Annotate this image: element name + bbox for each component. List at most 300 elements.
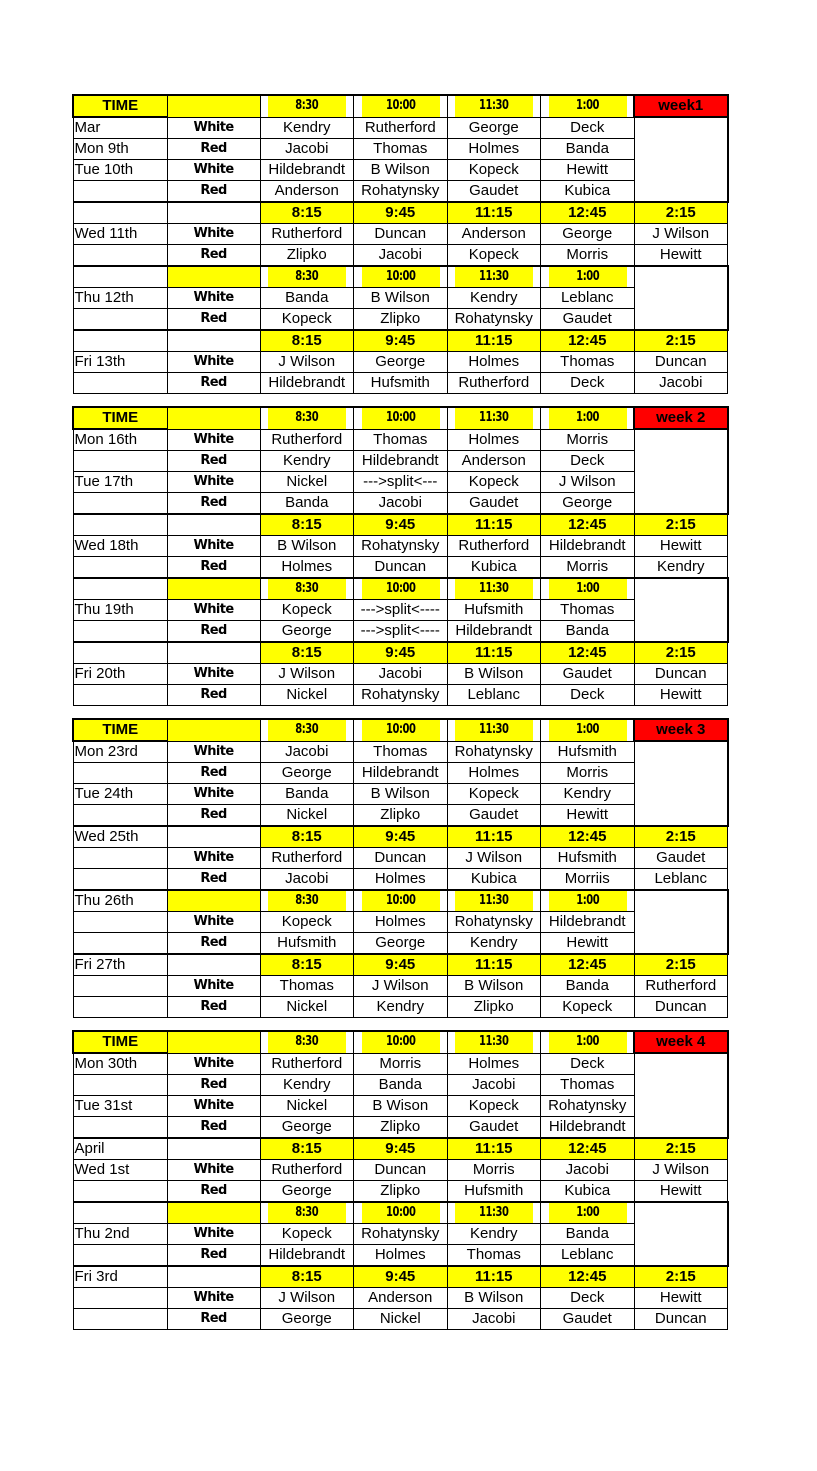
day-label	[73, 933, 167, 955]
player-name: Kendry	[260, 451, 354, 472]
player-name: Hildebrandt	[260, 160, 354, 181]
empty-cell	[634, 578, 728, 600]
time-slot: 2:15	[634, 642, 728, 664]
table-row	[73, 642, 728, 664]
team-label: Red	[167, 805, 260, 827]
player-name: Nickel	[260, 1096, 354, 1117]
table-row	[73, 472, 728, 493]
player-name: Nickel	[354, 1309, 448, 1330]
week-table	[72, 94, 729, 394]
player-name: Holmes	[354, 869, 448, 891]
player-name: Hewitt	[634, 1288, 728, 1309]
time-slot: 8:30	[267, 407, 346, 429]
empty-cell	[634, 1202, 728, 1224]
header-blank	[167, 407, 260, 429]
day-label	[73, 976, 167, 997]
time-slot: 11:30	[454, 1202, 533, 1224]
player-name: Jacobi	[541, 1160, 635, 1181]
time-slot: 12:45	[541, 954, 635, 976]
player-name: Kendry	[447, 933, 541, 955]
player-name: J Wilson	[634, 1160, 728, 1181]
table-row	[73, 160, 728, 181]
time-slot: 12:45	[541, 642, 635, 664]
week-label: week 4	[634, 1031, 728, 1053]
player-name: Banda	[541, 976, 635, 997]
day-label	[73, 493, 167, 515]
time-slot: 1:00	[548, 1202, 627, 1224]
player-name: B Wilson	[260, 536, 354, 557]
table-row	[73, 912, 728, 933]
day-label	[73, 578, 167, 600]
player-name: Nickel	[260, 472, 354, 493]
player-name: Hewitt	[634, 1181, 728, 1203]
player-name: George	[260, 1181, 354, 1203]
time-slot: 11:30	[454, 1031, 533, 1053]
player-name: Kendry	[354, 997, 448, 1018]
player-name: Rohatynsky	[354, 685, 448, 706]
day-label	[73, 997, 167, 1018]
table-row	[73, 245, 728, 267]
player-name: Kendry	[634, 557, 728, 579]
day-label: Fri 27th	[73, 954, 167, 976]
time-header: TIME	[73, 95, 167, 117]
player-name: Duncan	[634, 352, 728, 373]
table-row	[73, 95, 728, 117]
header-blank	[167, 890, 260, 912]
player-name: Gaudet	[447, 493, 541, 515]
player-name: Kendry	[541, 784, 635, 805]
team-label: Red	[167, 557, 260, 579]
day-label: Thu 26th	[73, 890, 167, 912]
player-name: George	[260, 1309, 354, 1330]
player-name: J Wilson	[260, 352, 354, 373]
empty-cell	[634, 890, 728, 912]
player-name: Banda	[541, 139, 635, 160]
day-label	[73, 266, 167, 288]
player-name: Hufsmith	[447, 600, 541, 621]
table-row	[73, 202, 728, 224]
day-label	[73, 514, 167, 536]
player-name: Hewitt	[634, 536, 728, 557]
team-label: White	[167, 472, 260, 493]
day-label: Thu 19th	[73, 600, 167, 621]
time-slot: 2:15	[634, 330, 728, 352]
day-label: Thu 12th	[73, 288, 167, 309]
day-label	[73, 373, 167, 394]
player-name: Thomas	[447, 1245, 541, 1267]
player-name: Holmes	[447, 1053, 541, 1075]
table-row	[73, 1031, 728, 1053]
player-name: Morris	[541, 763, 635, 784]
day-label: Tue 24th	[73, 784, 167, 805]
team-label: White	[167, 429, 260, 451]
time-slot: 10:00	[361, 407, 440, 429]
time-slot: 9:45	[354, 954, 448, 976]
time-slot: 11:15	[447, 1266, 541, 1288]
player-name: Zlipko	[354, 1181, 448, 1203]
player-name: Kopeck	[541, 997, 635, 1018]
day-label: Fri 13th	[73, 352, 167, 373]
player-name: Nickel	[260, 685, 354, 706]
day-label	[73, 557, 167, 579]
player-name: George	[354, 933, 448, 955]
player-name: Banda	[354, 1075, 448, 1096]
player-name: --->split<---	[354, 472, 448, 493]
empty-cell	[634, 266, 728, 288]
table-row	[73, 890, 728, 912]
team-label: Red	[167, 621, 260, 643]
time-slot: 11:30	[454, 266, 533, 288]
empty-cell	[634, 741, 728, 763]
time-slot: 11:15	[447, 1138, 541, 1160]
time-slot: 1:00	[548, 890, 627, 912]
player-name: George	[541, 224, 635, 245]
player-name: B Wilson	[447, 976, 541, 997]
team-label: Red	[167, 139, 260, 160]
player-name: Gaudet	[447, 805, 541, 827]
table-row	[73, 1138, 728, 1160]
day-label	[73, 245, 167, 267]
table-row	[73, 1309, 728, 1330]
empty-cell	[634, 912, 728, 933]
player-name: B Wilson	[447, 1288, 541, 1309]
table-row	[73, 933, 728, 955]
time-slot: 8:30	[267, 578, 346, 600]
team-label: White	[167, 784, 260, 805]
empty-cell	[634, 139, 728, 160]
player-name: Deck	[541, 373, 635, 394]
table-row	[73, 514, 728, 536]
player-name: Anderson	[447, 451, 541, 472]
player-name: Kendry	[260, 117, 354, 139]
team-label: Red	[167, 245, 260, 267]
table-row	[73, 451, 728, 472]
time-slot: 8:30	[267, 1202, 346, 1224]
header-blank	[167, 1138, 260, 1160]
player-name: Morris	[447, 1160, 541, 1181]
team-label: White	[167, 664, 260, 685]
player-name: Anderson	[260, 181, 354, 203]
header-blank	[167, 719, 260, 741]
player-name: Kopeck	[260, 309, 354, 331]
table-row	[73, 685, 728, 706]
time-slot: 11:30	[454, 719, 533, 741]
day-label	[73, 1288, 167, 1309]
player-name: George	[354, 352, 448, 373]
player-name: J Wilson	[260, 664, 354, 685]
player-name: Rohatynsky	[354, 1224, 448, 1245]
time-slot: 8:15	[260, 202, 354, 224]
player-name: Kubica	[541, 181, 635, 203]
day-label: Tue 10th	[73, 160, 167, 181]
player-name: Rutherford	[354, 117, 448, 139]
header-blank	[167, 1031, 260, 1053]
empty-cell	[634, 472, 728, 493]
player-name: Jacobi	[260, 139, 354, 160]
team-label: Red	[167, 997, 260, 1018]
time-slot: 8:30	[267, 719, 346, 741]
week-table	[72, 718, 729, 1018]
table-row	[73, 352, 728, 373]
player-name: Duncan	[354, 557, 448, 579]
team-label: Red	[167, 685, 260, 706]
header-blank	[167, 642, 260, 664]
table-row	[73, 763, 728, 784]
player-name: Jacobi	[354, 493, 448, 515]
day-label: April	[73, 1138, 167, 1160]
player-name: Hewitt	[541, 933, 635, 955]
header-blank	[167, 514, 260, 536]
player-name: Banda	[260, 493, 354, 515]
day-label: Wed 1st	[73, 1160, 167, 1181]
player-name: --->split<----	[354, 600, 448, 621]
table-row	[73, 848, 728, 869]
table-row	[73, 139, 728, 160]
time-slot: 2:15	[634, 954, 728, 976]
empty-cell	[634, 1224, 728, 1245]
player-name: J Wilson	[634, 224, 728, 245]
header-blank	[167, 202, 260, 224]
day-label: Mar	[73, 117, 167, 139]
player-name: Morriis	[541, 869, 635, 891]
player-name: Zlipko	[447, 997, 541, 1018]
time-slot: 10:00	[361, 95, 440, 117]
day-label	[73, 1202, 167, 1224]
day-label	[73, 309, 167, 331]
day-label	[73, 621, 167, 643]
empty-cell	[634, 309, 728, 331]
player-name: Hildebrandt	[541, 536, 635, 557]
player-name: Rutherford	[634, 976, 728, 997]
time-slot: 8:15	[260, 1266, 354, 1288]
team-label: Red	[167, 181, 260, 203]
time-header: TIME	[73, 407, 167, 429]
team-label: Red	[167, 1245, 260, 1267]
day-label: Thu 2nd	[73, 1224, 167, 1245]
player-name: Hildebrandt	[260, 373, 354, 394]
player-name: Hildebrandt	[354, 451, 448, 472]
table-row	[73, 805, 728, 827]
empty-cell	[634, 1075, 728, 1096]
team-label: White	[167, 1160, 260, 1181]
player-name: Duncan	[634, 664, 728, 685]
player-name: Rutherford	[260, 1160, 354, 1181]
player-name: Jacobi	[260, 741, 354, 763]
time-slot: 8:15	[260, 826, 354, 848]
time-slot: 9:45	[354, 642, 448, 664]
table-row	[73, 407, 728, 429]
player-name: Gaudet	[447, 1117, 541, 1139]
day-label: Wed 25th	[73, 826, 167, 848]
time-slot: 10:00	[361, 578, 440, 600]
player-name: Leblanc	[447, 685, 541, 706]
player-name: Rohatynsky	[447, 309, 541, 331]
player-name: Banda	[541, 621, 635, 643]
team-label: White	[167, 117, 260, 139]
player-name: Kendry	[447, 288, 541, 309]
empty-cell	[634, 1053, 728, 1075]
time-slot: 11:15	[447, 954, 541, 976]
player-name: Deck	[541, 1288, 635, 1309]
time-slot: 12:45	[541, 514, 635, 536]
player-name: Kubica	[447, 557, 541, 579]
time-slot: 8:30	[267, 266, 346, 288]
team-label: White	[167, 600, 260, 621]
time-slot: 8:30	[267, 95, 346, 117]
player-name: Gaudet	[541, 664, 635, 685]
time-slot: 12:45	[541, 1266, 635, 1288]
time-slot: 12:45	[541, 1138, 635, 1160]
player-name: Kubica	[541, 1181, 635, 1203]
time-slot: 9:45	[354, 514, 448, 536]
player-name: Thomas	[260, 976, 354, 997]
table-row	[73, 288, 728, 309]
player-name: Thomas	[541, 352, 635, 373]
day-label: Fri 3rd	[73, 1266, 167, 1288]
empty-cell	[634, 451, 728, 472]
time-slot: 10:00	[361, 890, 440, 912]
time-slot: 10:00	[361, 1202, 440, 1224]
player-name: Thomas	[354, 741, 448, 763]
team-label: Red	[167, 1309, 260, 1330]
player-name: Banda	[260, 784, 354, 805]
player-name: Kopeck	[260, 600, 354, 621]
table-row	[73, 1224, 728, 1245]
player-name: Kendry	[447, 1224, 541, 1245]
table-row	[73, 954, 728, 976]
time-slot: 11:30	[454, 407, 533, 429]
time-slot: 11:15	[447, 514, 541, 536]
time-slot: 2:15	[634, 202, 728, 224]
player-name: Holmes	[447, 139, 541, 160]
player-name: Holmes	[354, 1245, 448, 1267]
time-slot: 1:00	[548, 266, 627, 288]
player-name: Rohatynsky	[447, 912, 541, 933]
day-label	[73, 181, 167, 203]
time-slot: 11:30	[454, 890, 533, 912]
time-slot: 11:15	[447, 202, 541, 224]
table-row	[73, 330, 728, 352]
player-name: Hildebrandt	[354, 763, 448, 784]
time-slot: 11:30	[454, 95, 533, 117]
player-name: Leblanc	[541, 1245, 635, 1267]
table-row	[73, 1160, 728, 1181]
day-label	[73, 763, 167, 784]
player-name: Anderson	[447, 224, 541, 245]
player-name: Thomas	[541, 1075, 635, 1096]
day-label: Fri 20th	[73, 664, 167, 685]
player-name: Hewitt	[634, 245, 728, 267]
table-row	[73, 309, 728, 331]
team-label: Red	[167, 869, 260, 891]
team-label: White	[167, 848, 260, 869]
day-label: Mon 16th	[73, 429, 167, 451]
time-slot: 8:15	[260, 642, 354, 664]
day-label	[73, 685, 167, 706]
player-name: Kendry	[260, 1075, 354, 1096]
time-slot: 10:00	[361, 1031, 440, 1053]
empty-cell	[634, 181, 728, 203]
player-name: Hildebrandt	[447, 621, 541, 643]
time-slot: 1:00	[548, 1031, 627, 1053]
player-name: Rohatynsky	[354, 181, 448, 203]
team-label: White	[167, 224, 260, 245]
day-label	[73, 1075, 167, 1096]
player-name: Kopeck	[447, 784, 541, 805]
day-label: Mon 30th	[73, 1053, 167, 1075]
player-name: J Wilson	[541, 472, 635, 493]
player-name: Deck	[541, 1053, 635, 1075]
empty-cell	[634, 288, 728, 309]
player-name: Hufsmith	[541, 741, 635, 763]
empty-cell	[634, 1245, 728, 1267]
player-name: Gaudet	[447, 181, 541, 203]
time-slot: 9:45	[354, 202, 448, 224]
time-slot: 12:45	[541, 826, 635, 848]
day-label	[73, 202, 167, 224]
player-name: Kopeck	[260, 1224, 354, 1245]
time-slot: 12:45	[541, 202, 635, 224]
time-slot: 1:00	[548, 719, 627, 741]
player-name: Hildebrandt	[541, 1117, 635, 1139]
player-name: Duncan	[354, 224, 448, 245]
team-label: Red	[167, 1117, 260, 1139]
table-row	[73, 997, 728, 1018]
player-name: George	[447, 117, 541, 139]
player-name: Rutherford	[260, 429, 354, 451]
time-slot: 2:15	[634, 514, 728, 536]
player-name: Duncan	[634, 1309, 728, 1330]
player-name: Deck	[541, 117, 635, 139]
day-label	[73, 869, 167, 891]
team-label: Red	[167, 763, 260, 784]
table-row	[73, 429, 728, 451]
player-name: Gaudet	[541, 1309, 635, 1330]
table-row	[73, 784, 728, 805]
player-name: Deck	[541, 451, 635, 472]
player-name: Jacobi	[447, 1075, 541, 1096]
player-name: Nickel	[260, 805, 354, 827]
team-label: White	[167, 741, 260, 763]
table-row	[73, 578, 728, 600]
day-label	[73, 912, 167, 933]
player-name: Thomas	[541, 600, 635, 621]
day-label	[73, 642, 167, 664]
player-name: Hewitt	[634, 685, 728, 706]
day-label	[73, 330, 167, 352]
player-name: Zlipko	[354, 805, 448, 827]
day-label: Tue 31st	[73, 1096, 167, 1117]
team-label: White	[167, 1288, 260, 1309]
table-row	[73, 493, 728, 515]
team-label: Red	[167, 309, 260, 331]
player-name: Jacobi	[260, 869, 354, 891]
player-name: Rohatynsky	[541, 1096, 635, 1117]
empty-cell	[634, 429, 728, 451]
time-slot: 9:45	[354, 826, 448, 848]
empty-cell	[634, 933, 728, 955]
empty-cell	[634, 1117, 728, 1139]
table-row	[73, 373, 728, 394]
player-name: B Wison	[354, 1096, 448, 1117]
table-row	[73, 976, 728, 997]
table-row	[73, 1245, 728, 1267]
team-label: Red	[167, 451, 260, 472]
table-row	[73, 536, 728, 557]
team-label: White	[167, 536, 260, 557]
player-name: Deck	[541, 685, 635, 706]
player-name: --->split<----	[354, 621, 448, 643]
